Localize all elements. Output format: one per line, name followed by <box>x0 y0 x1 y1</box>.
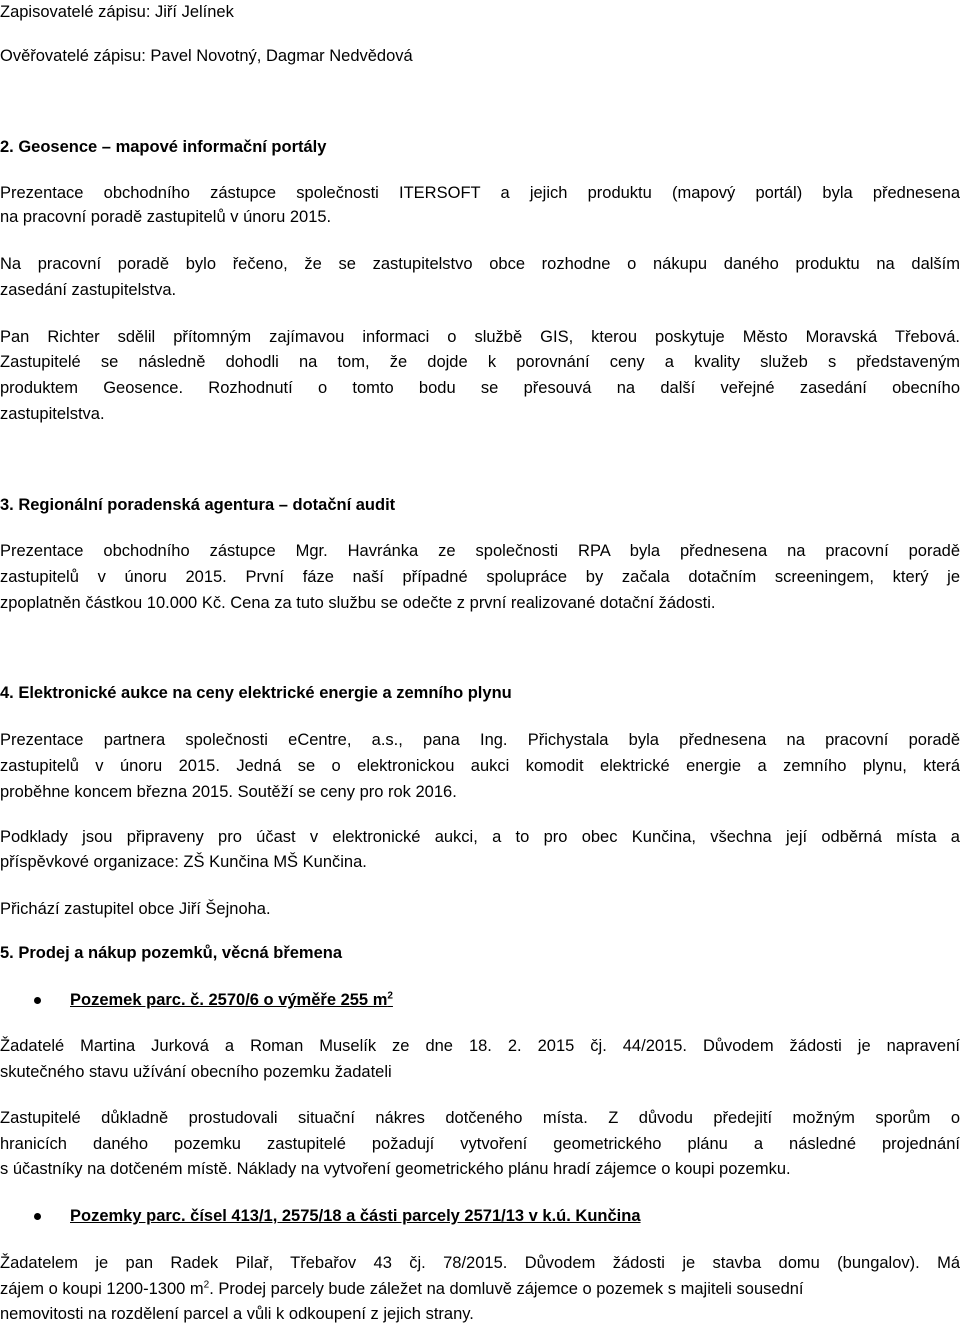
section-4-paragraph-2-end: příspěvkové organizace: ZŠ Kunčina MŠ Kunčina. <box>0 853 367 871</box>
section-2-paragraph-3-line-2: Zastupitelé se následně dohodli na tom, že dojde k porovnání ceny a kvality služeb s představeným <box>0 353 960 371</box>
bullet-1-paragraph-2-end: s účastníky na dotčeném místě. Náklady na vytvoření geometrického plánu hradí zájemce o koupi pozemku. <box>0 1160 791 1178</box>
bullet-item-1-label: Pozemek parc. č. 2570/6 o výměře 255 $m^2$ <box>70 990 393 1009</box>
section-4-paragraph-1-line-2: zastupitelů v únoru 2015. Jedná se o elektronickou aukci komodit elektrické energie a zemního plynu, která <box>0 757 960 775</box>
bullet-icon <box>34 997 41 1004</box>
section-3-paragraph-1-line-2: zastupitelů v únoru 2015. První fáze naší případné spolupráce by začala dotačním screeningem, který je <box>0 568 960 586</box>
section-2-paragraph-1-end: na pracovní poradě zastupitelů v únoru 2015. <box>0 208 332 226</box>
section-2-heading: 2. Geosence – mapové informační portály <box>0 138 327 156</box>
section-4-paragraph-3: Přichází zastupitel obce Jiří Šejnoha. <box>0 900 271 918</box>
bullet-item-2-label: Pozemky parc. čísel 413/1, 2575/18 a části parcely 2571/13 v k.ú. Kunčina <box>70 1207 641 1225</box>
section-2-paragraph-2: Na pracovní poradě bylo řečeno, že se zastupitelstvo obce rozhodne o nákupu daného produktu na dalším <box>0 255 960 273</box>
section-2-paragraph-3-end: zastupitelstva. <box>0 405 105 423</box>
section-4-paragraph-1-end: proběhne koncem března 2015. Soutěží se ceny pro rok 2016. <box>0 783 457 801</box>
bullet-2-paragraph-1-line-2: zájem o koupi 1200-1300 $m^2$. Prodej parcely bude záležet na domluvě zájemce o pozemek s majiteli sousední <box>0 1279 804 1298</box>
section-2-paragraph-1: Prezentace obchodního zástupce společnosti ITERSOFT a jejich produktu (mapový portál) byla přednesena <box>0 184 960 202</box>
section-4-paragraph-1: Prezentace partnera společnosti eCentre, a.s., pana Ing. Přichystala byla přednesena na pracovní poradě <box>0 731 960 749</box>
section-5-heading: 5. Prodej a nákup pozemků, věcná břemena <box>0 944 343 962</box>
section-3-heading: 3. Regionální poradenská agentura – dotační audit <box>0 496 396 514</box>
verifiers-line: Ověřovatelé zápisu: Pavel Novotný, Dagmar Nedvědová <box>0 47 413 65</box>
recorder-line: Zapisovatelé zápisu: Jiří Jelínek <box>0 3 234 21</box>
section-2-paragraph-3-line-3: produktem Geosence. Rozhodnutí o tomto bodu se přesouvá na další veřejné zasedání obecního <box>0 379 960 397</box>
bullet-1-paragraph-2: Zastupitelé důkladně prostudovali situační nákres dotčeného místa. Z důvodu předejití možným sporům o <box>0 1109 960 1127</box>
bullet-icon <box>34 1213 41 1220</box>
section-2-paragraph-2-end: zasedání zastupitelstva. <box>0 281 177 299</box>
section-4-heading: 4. Elektronické aukce na ceny elektrické energie a zemního plynu <box>0 684 512 702</box>
section-3-paragraph-1: Prezentace obchodního zástupce Mgr. Havránka ze společnosti RPA byla přednesena na pracovní poradě <box>0 542 960 560</box>
section-2-paragraph-3: Pan Richter sdělil přítomným zajímavou informaci o službě GIS, kterou poskytuje Město Moravská Třebová. <box>0 328 960 346</box>
section-4-paragraph-2: Podklady jsou připraveny pro účast v elektronické aukci, a to pro obec Kunčina, všechna její odběrná místa a <box>0 828 960 846</box>
bullet-1-paragraph-2-line-2: hranicích daného pozemku zastupitelé požadují vytvoření geometrického plánu a následné projednání <box>0 1135 960 1153</box>
section-3-paragraph-1-end: zpoplatněn částkou 10.000 Kč. Cena za tuto službu se odečte z první realizované dotační žádosti. <box>0 594 716 612</box>
bullet-1-paragraph-1-end: skutečného stavu užívání obecního pozemku žadateli <box>0 1063 392 1081</box>
bullet-1-paragraph-1: Žadatelé Martina Jurková a Roman Muselík ze dne 18. 2. 2015 čj. 44/2015. Důvodem žádosti je napravení <box>0 1037 960 1055</box>
bullet-2-paragraph-1: Žadatelem je pan Radek Pilař, Třebařov 43 čj. 78/2015. Důvodem žádosti je stavba domu (bungalov). Má <box>0 1254 960 1272</box>
bullet-2-paragraph-1-end: nemovitosti na rozdělení parcel a vůli k odkoupení z jejich strany. <box>0 1305 474 1323</box>
